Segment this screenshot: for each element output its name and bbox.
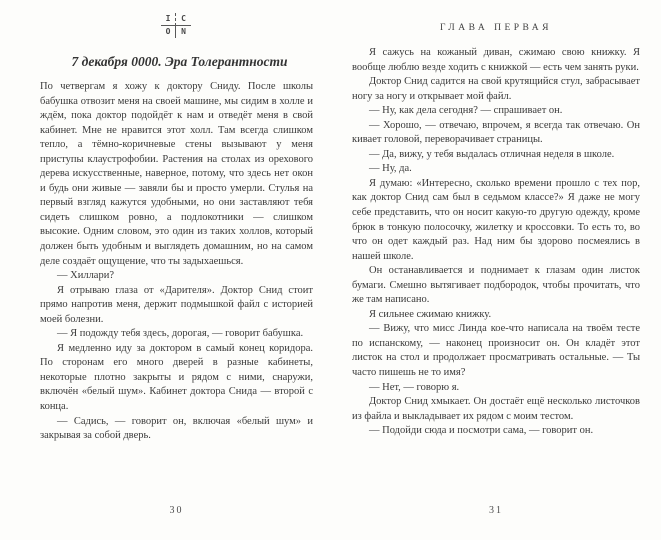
running-head: ГЛАВА ПЕРВАЯ — [440, 23, 552, 33]
paragraph: — Хиллари? — [57, 270, 114, 282]
page-number-right: 31 — [489, 505, 503, 516]
left-page-text — [40, 80, 313, 444]
paragraph: Я отрываю глаза от «Дарителя». Доктор Снид стоит прямо напротив меня, держит подмышкой файл с историей моей болезни. — [40, 284, 313, 325]
paragraph: — Хорошо, — отвечаю, впрочем, я всегда так отвечаю. Он кивает головой, переворачивает страницы. — [352, 119, 640, 146]
right-page-text — [352, 46, 640, 439]
logo-letter-i: I — [161, 13, 176, 26]
paragraph: — Подойди сюда и посмотри сама, — говорит он. — [369, 425, 594, 437]
paragraph: По четвергам я хожу к доктору Сниду. После школы бабушка отвозит меня на своей машине, мы сидим в холле и ждём, пока доктор подойдёт к нам и отведёт меня в свой кабинет. Мне не нравится этот холл. Там всегда слишком тепло, а тёмно-коричневые стены вызывают у меня приступы клаустрофобии. Растения на столах из орехового дерева искусственные, наверное, потому, что здесь нет окон и будь они живые — завяли бы и просто умерли. Стулья на первый взгляд кажутся удобными, но они заставляют тебя сидеть слишком ровно, а подлокотники — слишком высокие. Одним словом, это один из таких холлов, который должен быть удобным и выглядеть домашним, но на самом деле создаёт ощущение, что ты задыхаешься. — [40, 81, 313, 267]
paragraph: Доктор Снид садится на свой крутящийся стул, забрасывает ногу за ногу и открывает мой файл. — [352, 76, 640, 102]
page-number-left: 30 — [169, 505, 184, 516]
paragraph: — Ну, да. — [369, 163, 412, 175]
paragraph: Я сильнее сжимаю книжку. — [369, 308, 492, 320]
paragraph: — Нет, — говорю я. — [369, 381, 460, 393]
icon-publisher-logo — [161, 13, 191, 38]
paragraph: Я медленно иду за доктором в самый конец коридора. По сторонам его много дверей в разные кабинеты, некоторые плотно закрыты и рядом с ними, снаружи, включён «белый шум». Кабинет доктора Снида — второй с конца. — [40, 342, 313, 413]
paragraph: Он останавливается и поднимает к глазам один листок бумаги. Смешно вытягивает подбородок, чтобы прочитать, что же там написано. — [352, 265, 640, 306]
paragraph: — Садись, — говорит он, включая «белый шум» и закрывая за собой дверь. — [40, 415, 313, 442]
paragraph: — Да, вижу, у тебя выдалась отличная неделя в школе. — [369, 148, 615, 160]
paragraph: Я думаю: «Интересно, сколько времени прошло с тех пор, как доктор Снид сам был в седьмом классе?» Я даже не могу себе представить, что он носит какую-то другую одежду, кроме брюк в тонкую полосочку, жилетку и кроссовки. То есть то, во что он одет каждый раз. Над ним бы здорово посмеялись в нашей школе. — [352, 177, 640, 262]
logo-letter-c: C — [176, 13, 191, 26]
paragraph: — Ну, как дела сегодня? — спрашивает он. — [369, 105, 563, 117]
logo-letter-n: N — [181, 27, 186, 36]
logo-letter-o: O — [161, 26, 176, 38]
paragraph: Я сажусь на кожаный диван, сжимаю свою книжку. Я вообще люблю везде ходить с книжкой — есть чем занять руки. — [352, 47, 640, 73]
chapter-date-heading: 7 декабря 0000. Эра Толерантности — [71, 54, 288, 69]
paragraph: — Вижу, что мисс Линда кое-что написала на твоём тесте по испанскому, — наконец произносит он. Он кладёт этот листок на стол и продолжает просматривать остальные. — Ты часто пишешь не то имя? — [352, 323, 640, 379]
paragraph: — Я подожду тебя здесь, дорогая, — говорит бабушка. — [57, 328, 304, 340]
paragraph: Доктор Снид хмыкает. Он достаёт ещё несколько листочков из файла и выкладывает их рядом с моим тестом. — [352, 396, 640, 422]
